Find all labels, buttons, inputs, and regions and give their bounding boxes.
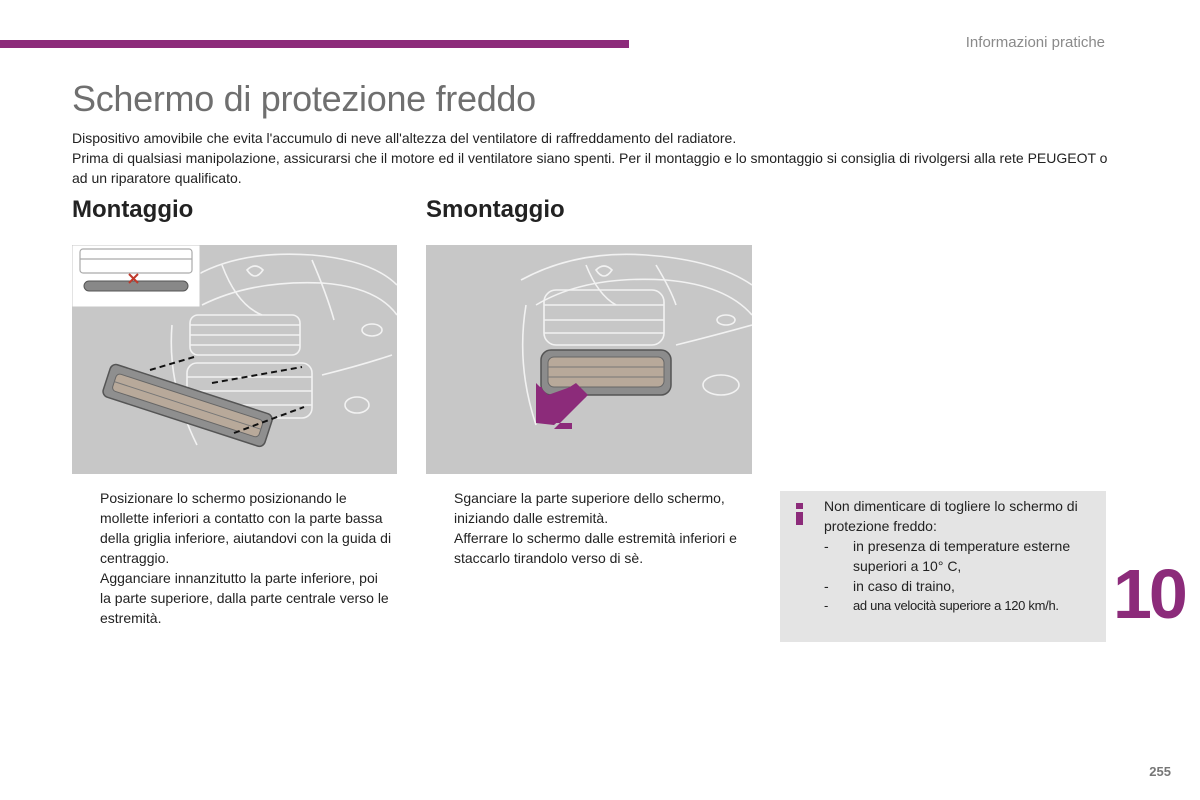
step-text: Agganciare innanzitutto la parte inferiore, poi la parte superiore, dalla parte centrale verso le estremità. <box>100 570 389 626</box>
note-intro: Non dimenticare di togliere lo schermo di protezione freddo: <box>824 498 1078 534</box>
dash-marker: - <box>824 598 829 613</box>
montaggio-steps <box>72 488 392 628</box>
chapter-number: 10 <box>1113 555 1185 633</box>
montaggio-illustration <box>72 245 397 474</box>
dash-marker: - <box>824 578 829 594</box>
note-item-text: in presenza di temperature esterne superiori a 10° C, <box>853 538 1071 574</box>
list-item <box>72 488 392 568</box>
page-title: Schermo di protezione freddo <box>72 78 536 119</box>
step-text: Posizionare lo schermo posizionando le mollette inferiori a contatto con la parte bassa della griglia inferiore, aiutandovi con la guida di centraggio. <box>100 490 392 566</box>
chapter-accent-bar <box>0 40 629 48</box>
step-text: Afferrare lo schermo dalle estremità inferiori e staccarlo tirandolo verso di sè. <box>454 530 737 566</box>
list-item <box>824 536 1094 576</box>
montaggio-heading: Montaggio <box>72 196 194 223</box>
note-list <box>824 536 1094 616</box>
dash-marker: - <box>824 538 829 554</box>
list-item <box>824 576 1094 596</box>
list-item <box>824 596 1094 616</box>
intro-line-2: Prima di qualsiasi manipolazione, assicurarsi che il motore ed il ventilatore siano spenti. Per il montaggio e lo smontaggio si consiglia di rivolgersi alla rete PEUGEOT o ad un riparatore qualificato. <box>72 150 1108 186</box>
step-text: Sganciare la parte superiore dello schermo, iniziando dalle estremità. <box>454 490 725 526</box>
info-note-box <box>780 491 1106 642</box>
section-title: Informazioni pratiche <box>965 34 1105 51</box>
page-number: 255 <box>1149 764 1171 779</box>
intro-line-1: Dispositivo amovibile che evita l'accumulo di neve all'altezza del ventilatore di raffreddamento del radiatore. <box>72 130 737 146</box>
note-item-text: ad una velocità superiore a 120 km/h. <box>853 598 1059 613</box>
car-front-removal-diagram <box>426 245 752 474</box>
list-item <box>426 488 746 528</box>
intro-text <box>72 128 1112 188</box>
note-text <box>824 496 1094 616</box>
info-icon <box>794 503 804 525</box>
list-item <box>72 568 392 628</box>
smontaggio-heading: Smontaggio <box>426 196 565 223</box>
smontaggio-illustration <box>426 245 752 474</box>
smontaggio-steps <box>426 488 746 568</box>
note-item-text: in caso di traino, <box>853 578 955 594</box>
car-front-fitting-diagram <box>72 245 397 474</box>
list-item <box>426 528 746 568</box>
